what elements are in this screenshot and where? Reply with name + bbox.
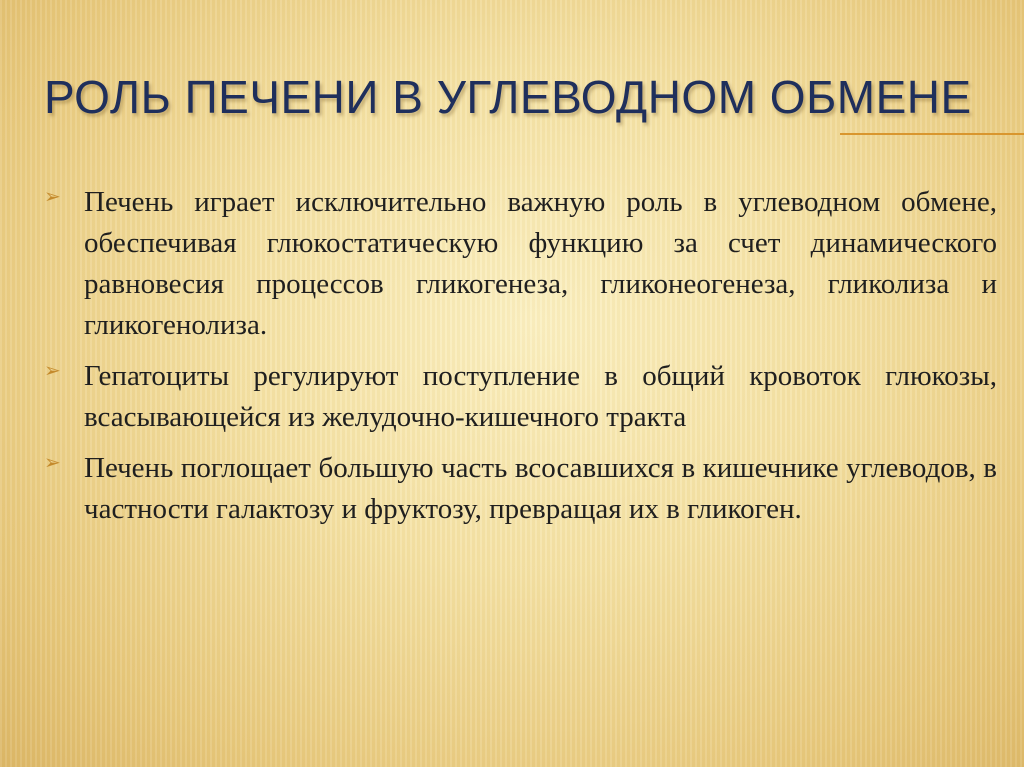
title-accent-line [840, 133, 1024, 135]
arrow-bullet-icon: ➢ [44, 358, 61, 382]
bullet-item-3 [42, 448, 997, 530]
slide-title: РОЛЬ ПЕЧЕНИ В УГЛЕВОДНОМ ОБМЕНЕ [44, 71, 972, 123]
bullet-text: Гепатоциты регулируют поступление в общий кровоток глюкозы, всасывающейся из желудочно-кишечного тракта [84, 360, 997, 433]
bullet-list [42, 182, 997, 540]
arrow-bullet-icon: ➢ [44, 450, 61, 474]
arrow-bullet-icon: ➢ [44, 184, 61, 208]
bullet-item-1 [42, 182, 997, 346]
bullet-item-2 [42, 356, 997, 438]
bullet-text: Печень поглощает большую часть всосавшихся в кишечнике углеводов, в частности галактозу и фруктозу, превращая их в гликоген. [84, 452, 997, 525]
bullet-text: Печень играет исключительно важную роль в углеводном обмене, обеспечивая глюкостатическую функцию за счет динамического равновесия процессов гликогенеза, гликонеогенеза, гликолиза и гликогенолиза. [84, 186, 997, 341]
